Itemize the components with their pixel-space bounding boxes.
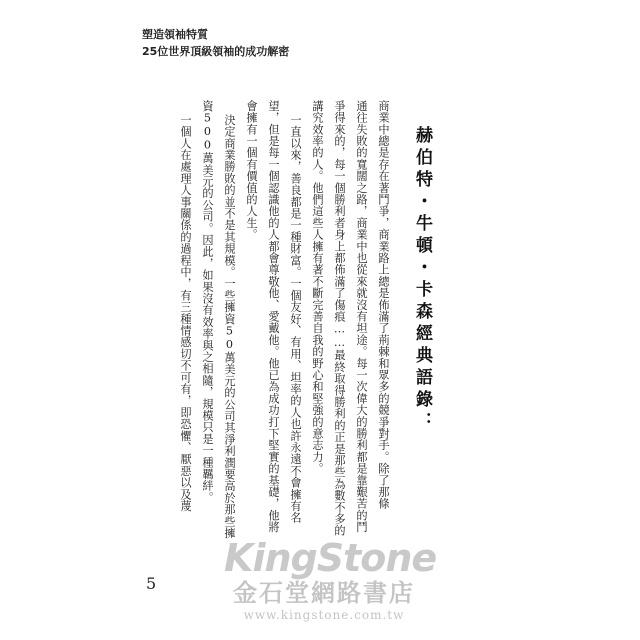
watermark-chinese-name: 金石堂網路書店 [233, 578, 415, 607]
text-column: 資500萬美元的公司。因此，如果沒有效率與之相隨，規模只是一種羈絆。 [201, 100, 214, 504]
section-title: 赫伯特・牛頓・卡森經典語錄： [412, 126, 432, 434]
book-title: 塑造領袖特質 [142, 28, 208, 41]
kingstone-watermark [224, 536, 437, 622]
text-column: 決定商業勝敗的並不是其規模。一些擁資50萬美元的公司其淨利潤要高於那些擁 [223, 114, 236, 539]
watermark-url: www.kingstone.com.tw [243, 608, 405, 622]
text-column: 一個人在處理人事關係的過程中，有三種情感切不可有，即恐懼、厭惡以及蔑 [179, 114, 192, 512]
running-header [142, 26, 289, 60]
text-column: 通往失敗的寬闊之路，商業中也從來就沒有坦途。每一次偉大的勝利都是靠艱苦的鬥 [355, 100, 368, 533]
text-column: 望，但是每一個認識他的人都會尊敬他、愛戴他。他已為成功打下堅實的基礎，他將 [267, 100, 280, 533]
text-column: 爭得來的，每一個勝利者身上都佈滿了傷痕……最終取得勝利的正是那些為數不多的 [333, 100, 346, 537]
text-column: 會擁有一個有價值的人生。 [245, 100, 258, 241]
page-number: 5 [146, 574, 157, 593]
text-column: 商業中總是存在著鬥爭，商業路上總是佈滿了荊棘和眾多的競爭對手。除了那條 [377, 100, 390, 510]
book-subtitle: 25位世界頂級領袖的成功解密 [142, 45, 290, 58]
text-column: 一直以來，善良都是一種財富。一個友好、有用、坦率的人也許永遠不會擁有名 [289, 114, 302, 524]
watermark-logo: KingStone [224, 536, 437, 580]
text-column: 講究效率的人。他們這些人擁有著不斷完善自我的野心和堅強的意志力。 [311, 100, 324, 475]
